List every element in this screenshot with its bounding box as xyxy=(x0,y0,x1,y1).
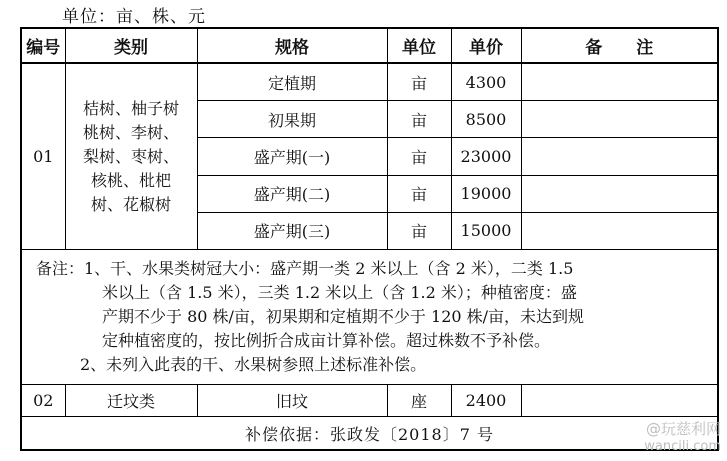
table-row xyxy=(21,63,718,100)
header-row xyxy=(21,28,718,63)
remark-cell xyxy=(521,175,718,212)
remark-cell xyxy=(521,101,718,138)
note-line: 产期不少于 80 株/亩，初果期和定植期不少于 120 株/亩，未达到规 xyxy=(102,306,585,326)
unit-cell: 亩 xyxy=(387,101,451,138)
unit-cell: 亩 xyxy=(387,138,451,175)
group2-id: 02 xyxy=(21,384,65,416)
group2-category: 迁坟类 xyxy=(65,384,197,416)
remark-cell xyxy=(521,384,718,416)
price-cell: 23000 xyxy=(451,138,521,175)
header-remark: 备 注 xyxy=(521,28,718,63)
price-cell: 19000 xyxy=(451,175,521,212)
price-cell: 4300 xyxy=(451,63,521,100)
unit-cell: 亩 xyxy=(387,212,451,249)
spec-cell: 盛产期(三) xyxy=(197,212,387,249)
compensation-basis: 补偿依据：张政发〔2018〕7 号 xyxy=(21,417,718,450)
category-line: 树、花椒树 xyxy=(90,194,171,214)
note-line: 米以上（含 1.5 米），三类 1.2 米以上（含 1.2 米）；种植密度：盛 xyxy=(102,282,577,302)
price-cell: 8500 xyxy=(451,101,521,138)
category-line: 核桃、枇杷 xyxy=(90,170,171,190)
category-line: 桔树、柚子树 xyxy=(82,98,179,118)
spec-cell: 旧坟 xyxy=(197,384,387,416)
spec-cell: 盛产期(一) xyxy=(197,138,387,175)
unit-cell: 座 xyxy=(387,384,451,416)
header-id: 编号 xyxy=(21,28,65,63)
category-line: 梨树、枣树、 xyxy=(82,146,179,166)
group1-id: 01 xyxy=(21,63,65,249)
remark-cell xyxy=(521,63,718,100)
spec-cell: 初果期 xyxy=(197,101,387,138)
header-spec: 规格 xyxy=(197,28,387,63)
unit-cell: 亩 xyxy=(387,175,451,212)
price-cell: 2400 xyxy=(451,384,521,416)
spec-cell: 盛产期(二) xyxy=(197,175,387,212)
watermark-line: @玩慈利网 xyxy=(645,420,721,438)
category-line: 桃树、李树、 xyxy=(82,122,179,142)
note-row xyxy=(21,250,718,385)
basis-row xyxy=(21,417,718,450)
header-price: 单价 xyxy=(451,28,521,63)
note-line: 定种植密度的，按比例折合成亩计算补偿。超过株数不予补偿。 xyxy=(102,330,551,350)
table-row xyxy=(21,384,718,416)
note-line: 备注：1、干、水果类树冠大小：盛产期一类 2 米以上（含 2 米），二类 1.5 xyxy=(36,258,574,278)
price-cell: 15000 xyxy=(451,212,521,249)
note-cell xyxy=(21,250,718,385)
group1-category xyxy=(65,63,197,249)
remark-cell xyxy=(521,212,718,249)
note-line: 2、未列入此表的干、水果树参照上述标准补偿。 xyxy=(80,354,427,374)
remark-cell xyxy=(521,138,718,175)
unit-cell: 亩 xyxy=(387,63,451,100)
compensation-table xyxy=(20,27,719,451)
spec-cell: 定植期 xyxy=(197,63,387,100)
unit-caption: 单位：亩、株、元 xyxy=(62,7,206,27)
watermark-line: wancili.com xyxy=(644,439,721,454)
header-category: 类别 xyxy=(65,28,197,63)
watermark xyxy=(644,421,721,455)
header-unit: 单位 xyxy=(387,28,451,63)
